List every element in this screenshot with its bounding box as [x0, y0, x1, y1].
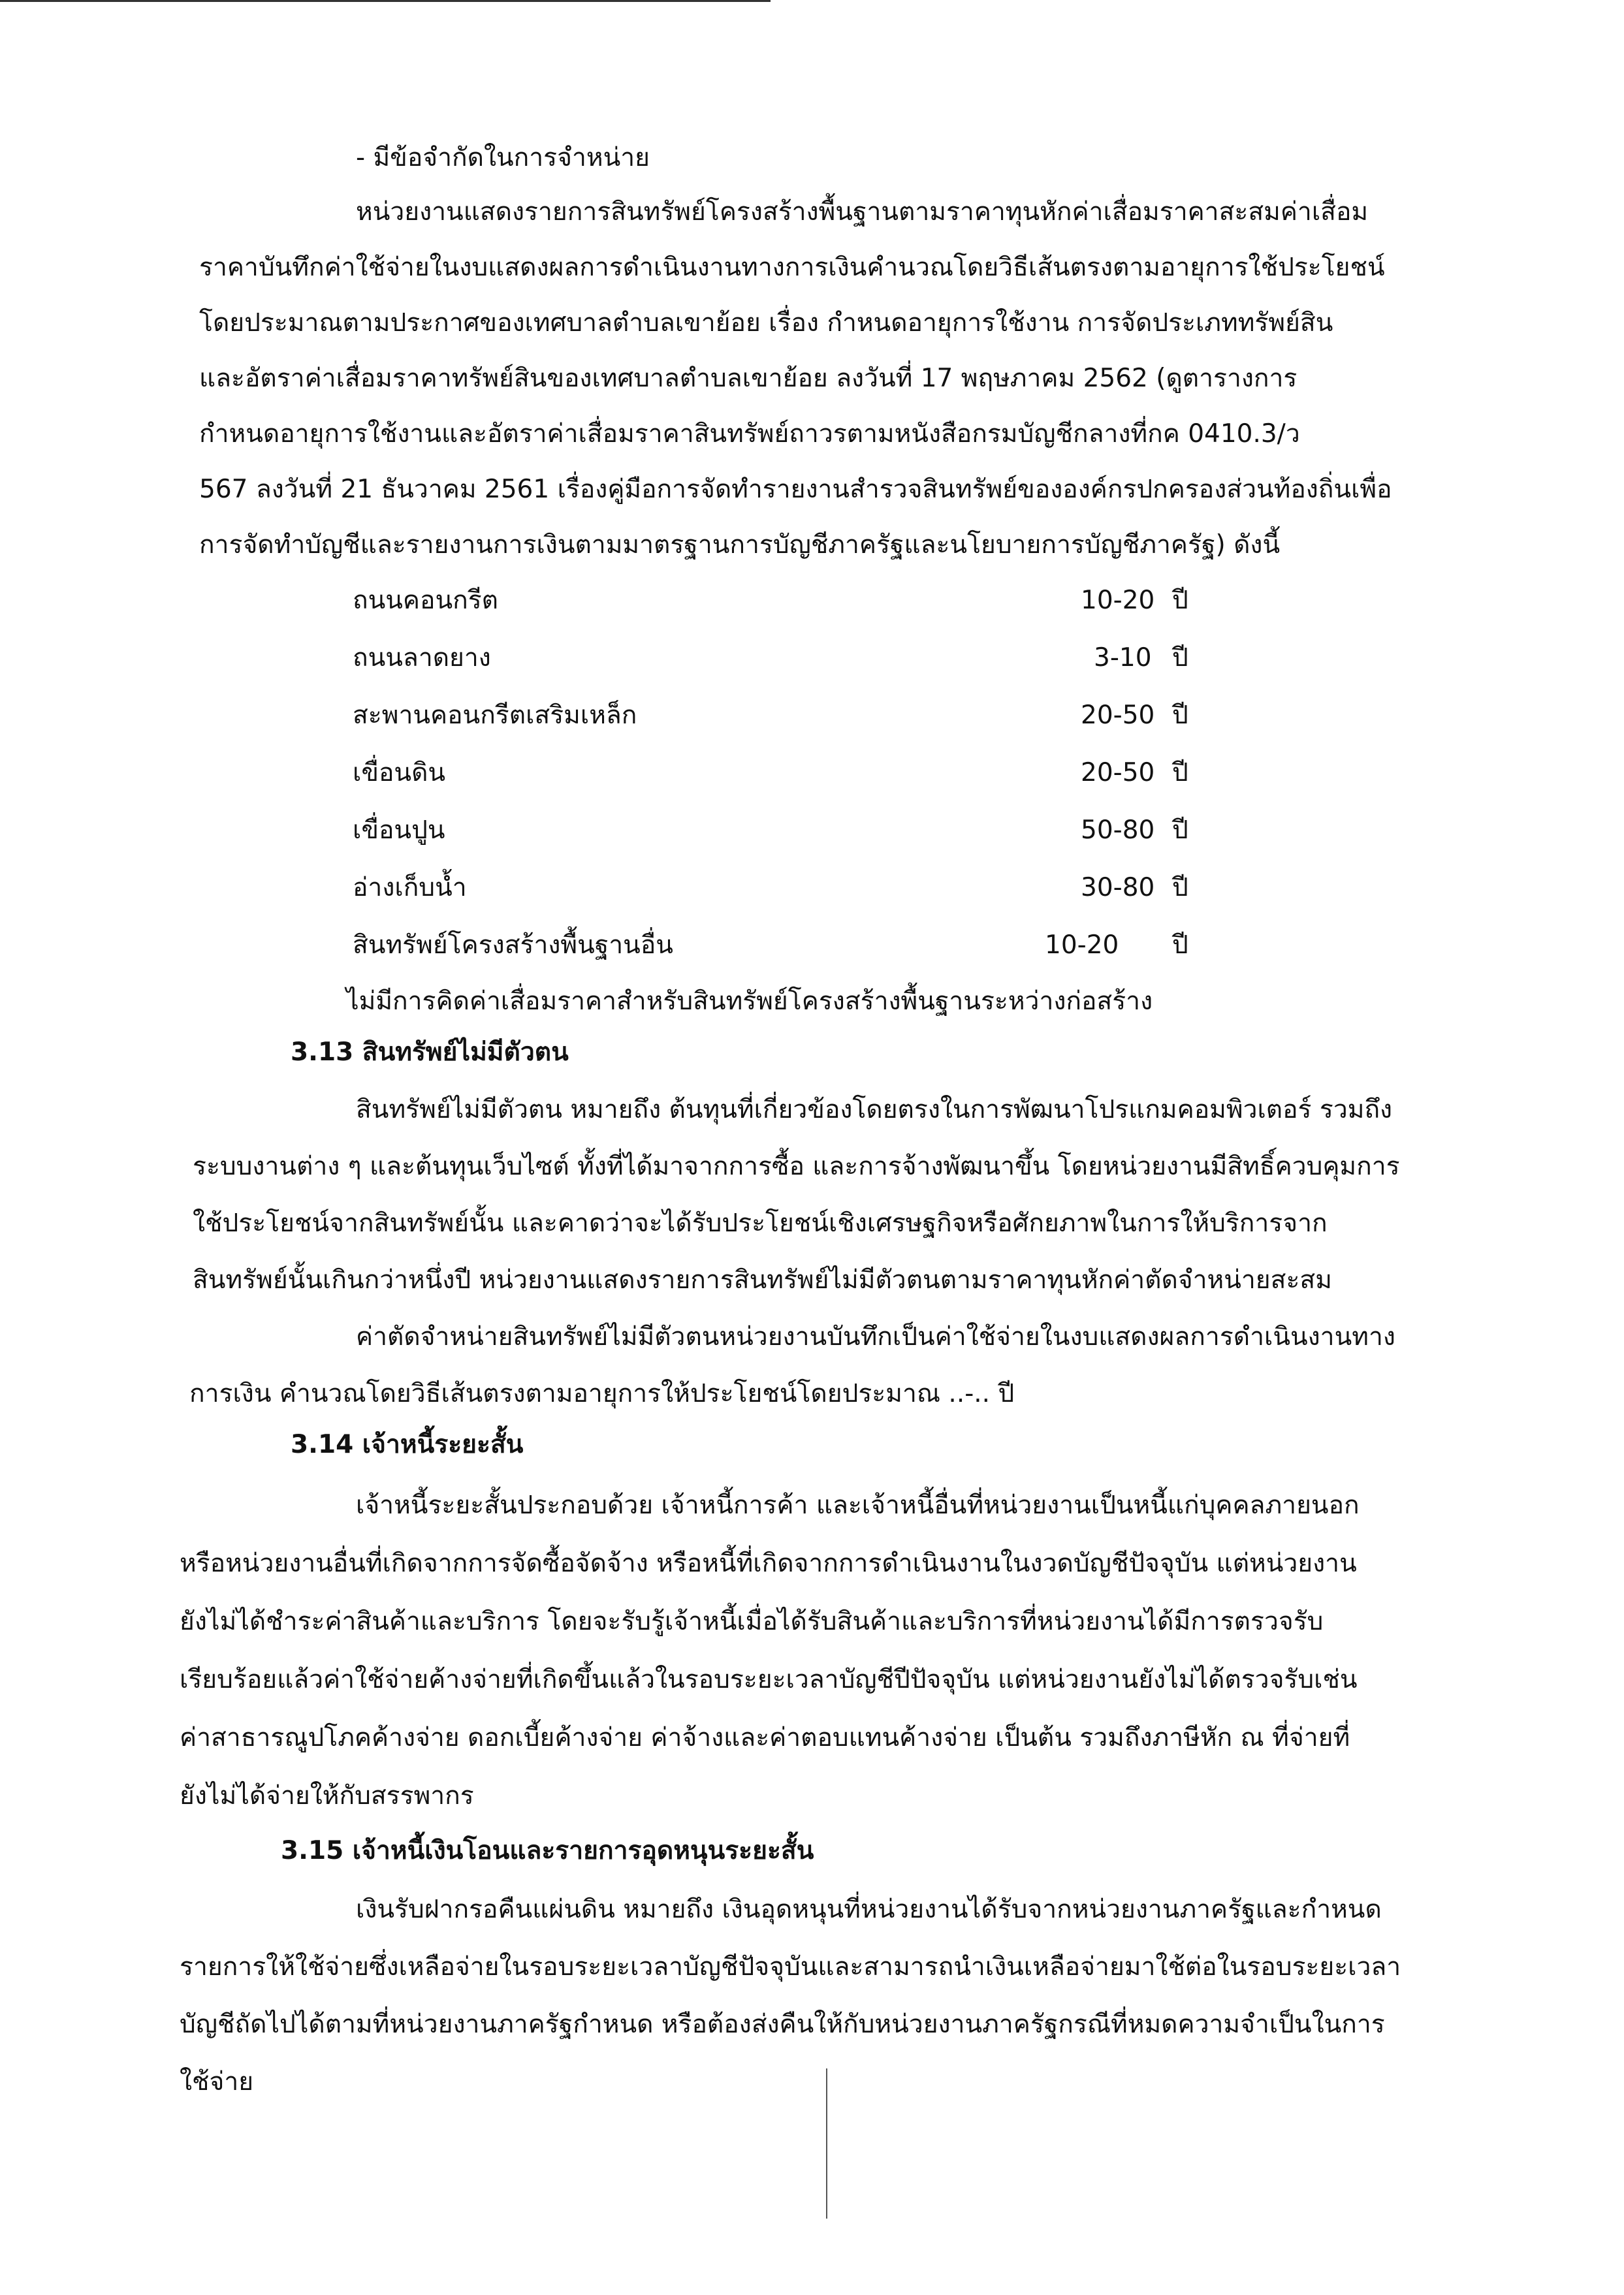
paragraph-line: และอัตราค่าเสื่อมราคาทรัพย์สินของเทศบาลตำบลเขาย้อย ลงวันที่ 17 พฤษภาคม 2562 (ดูตารางการ — [199, 364, 1298, 393]
paragraph-line: โดยประมาณตามประกาศของเทศบาลตำบลเขาย้อย เรื่อง กำหนดอายุการใช้งาน การจัดประเภททรัพย์สิน — [199, 308, 1333, 338]
section-3-13-heading: 3.13 สินทรัพย์ไม่มีตัวตน — [291, 1037, 569, 1067]
scan-artifact-line — [826, 2068, 827, 2219]
paragraph-line: การเงิน คำนวณโดยวิธีเส้นตรงตามอายุการให้ประโยชน์โดยประมาณ ..-.. ปี — [189, 1379, 1015, 1408]
paragraph-line: หน่วยงานแสดงรายการสินทรัพย์โครงสร้างพื้นฐานตามราคาทุนหักค่าเสื่อมราคาสะสมค่าเสื่อม — [356, 197, 1369, 227]
asset-name: สะพานคอนกรีตเสริมเหล็ก — [353, 701, 637, 730]
asset-name: ถนนคอนกรีต — [353, 586, 498, 615]
paragraph-line: บัญชีถัดไปได้ตามที่หน่วยงานภาครัฐกำหนด หรือต้องส่งคืนให้กับหน่วยงานภาครัฐกรณีที่หมดความจำเป็นในการ — [180, 2010, 1385, 2039]
asset-name: เขื่อนปูน — [353, 815, 445, 845]
paragraph-line: 567 ลงวันที่ 21 ธันวาคม 2561 เรื่องคู่มือการจัดทำรายงานสำรวจสินทรัพย์ขององค์กรปกครองส่วนท้องถิ่นเพื่อ — [199, 475, 1392, 504]
asset-years: 3-10 — [1094, 643, 1152, 673]
asset-name: สินทรัพย์โครงสร้างพื้นฐานอื่น — [353, 930, 673, 960]
paragraph-line: ใช้ประโยชน์จากสินทรัพย์นั้น และคาดว่าจะได้รับประโยชน์เชิงเศรษฐกิจหรือศักยภาพในการให้บริการจาก — [193, 1209, 1328, 1238]
paragraph-line: ยังไม่ได้ชำระค่าสินค้าและบริการ โดยจะรับรู้เจ้าหนี้เมื่อได้รับสินค้าและบริการที่หน่วยงานได้มีการตรวจรับ — [180, 1607, 1324, 1636]
paragraph-line: ค่าสาธารณูปโภคค้างจ่าย ดอกเบี้ยค้างจ่าย ค่าจ้างและค่าตอบแทนค้างจ่าย เป็นต้น รวมถึงภาษีหัก ณ ที่จ่ายที่ — [180, 1723, 1350, 1752]
bullet-heading: - มีข้อจำกัดในการจำหน่าย — [356, 143, 650, 172]
paragraph-line: ใช้จ่าย — [180, 2067, 254, 2097]
section-3-14-heading: 3.14 เจ้าหนี้ระยะสั้น — [291, 1430, 524, 1459]
asset-years: 10-20 — [1081, 586, 1155, 615]
paragraph-line: กำหนดอายุการใช้งานและอัตราค่าเสื่อมราคาสินทรัพย์ถาวรตามหนังสือกรมบัญชีกลางที่กค 0410.3/ว — [199, 419, 1300, 449]
paragraph-line: หรือหน่วยงานอื่นที่เกิดจากการจัดซื้อจัดจ้าง หรือหนี้ที่เกิดจากการดำเนินงานในงวดบัญชีปัจจุบัน แต่หน่วยงาน — [180, 1549, 1357, 1578]
asset-years: 20-50 — [1081, 701, 1155, 730]
no-depreciation-note: ไม่มีการคิดค่าเสื่อมราคาสำหรับสินทรัพย์โครงสร้างพื้นฐานระหว่างก่อสร้าง — [346, 987, 1153, 1016]
asset-years: 50-80 — [1081, 815, 1155, 845]
asset-years: 20-50 — [1081, 758, 1155, 787]
paragraph-line: ค่าตัดจำหน่ายสินทรัพย์ไม่มีตัวตนหน่วยงานบันทึกเป็นค่าใช้จ่ายในงบแสดงผลการดำเนินงานทาง — [356, 1322, 1395, 1352]
paragraph-line: ราคาบันทึกค่าใช้จ่ายในงบแสดงผลการดำเนินงานทางการเงินคำนวณโดยวิธีเส้นตรงตามอายุการใช้ประโยชน์ — [199, 253, 1385, 282]
asset-name: ถนนลาดยาง — [353, 643, 491, 673]
paragraph-line: ระบบงานต่าง ๆ และต้นทุนเว็บไซต์ ทั้งที่ได้มาจากการซื้อ และการจ้างพัฒนาขึ้น โดยหน่วยงานมีสิทธิ์ควบคุมการ — [193, 1152, 1400, 1181]
asset-unit: ปี — [1172, 815, 1188, 845]
asset-unit: ปี — [1172, 873, 1188, 902]
paragraph-line: ยังไม่ได้จ่ายให้กับสรรพากร — [180, 1781, 474, 1811]
asset-unit: ปี — [1172, 643, 1188, 673]
paragraph-line: การจัดทำบัญชีและรายงานการเงินตามมาตรฐานการบัญชีภาครัฐและนโยบายการบัญชีภาครัฐ) ดังนี้ — [199, 530, 1281, 560]
asset-unit: ปี — [1172, 930, 1188, 960]
paragraph-line: เรียบร้อยแล้วค่าใช้จ่ายค้างจ่ายที่เกิดขึ้นแล้วในรอบระยะเวลาบัญชีปีปัจจุบัน แต่หน่วยงานยังไม่ได้ตรวจรับเช่น — [180, 1665, 1358, 1694]
paragraph-line: เจ้าหนี้ระยะสั้นประกอบด้วย เจ้าหนี้การค้า และเจ้าหนี้อื่นที่หน่วยงานเป็นหนี้แก่บุคคลภายนอก — [356, 1491, 1360, 1520]
paragraph-line: รายการให้ใช้จ่ายซึ่งเหลือจ่ายในรอบระยะเวลาบัญชีปัจจุบันและสามารถนำเงินเหลือจ่ายมาใช้ต่อในรอบระยะเวลา — [180, 1952, 1401, 1982]
asset-unit: ปี — [1172, 758, 1188, 787]
asset-unit: ปี — [1172, 701, 1188, 730]
asset-unit: ปี — [1172, 586, 1188, 615]
asset-years: 10-20 — [1045, 930, 1119, 960]
asset-name: อ่างเก็บน้ำ — [353, 873, 467, 902]
paragraph-line: สินทรัพย์ไม่มีตัวตน หมายถึง ต้นทุนที่เกี่ยวข้องโดยตรงในการพัฒนาโปรแกมคอมพิวเตอร์ รวมถึง — [356, 1095, 1393, 1124]
section-3-15-heading: 3.15 เจ้าหนี้เงินโอนและรายการอุดหนุนระยะสั้น — [281, 1836, 814, 1865]
paragraph-line: เงินรับฝากรอคืนแผ่นดิน หมายถึง เงินอุดหนุนที่หน่วยงานได้รับจากหน่วยงานภาครัฐและกำหนด — [356, 1895, 1382, 1924]
asset-name: เขื่อนดิน — [353, 758, 446, 787]
top-scan-edge — [0, 0, 771, 2]
asset-years: 30-80 — [1081, 873, 1155, 902]
paragraph-line: สินทรัพย์นั้นเกินกว่าหนึ่งปี หน่วยงานแสดงรายการสินทรัพย์ไม่มีตัวตนตามราคาทุนหักค่าตัดจำหน่ายสะสม — [193, 1265, 1332, 1295]
